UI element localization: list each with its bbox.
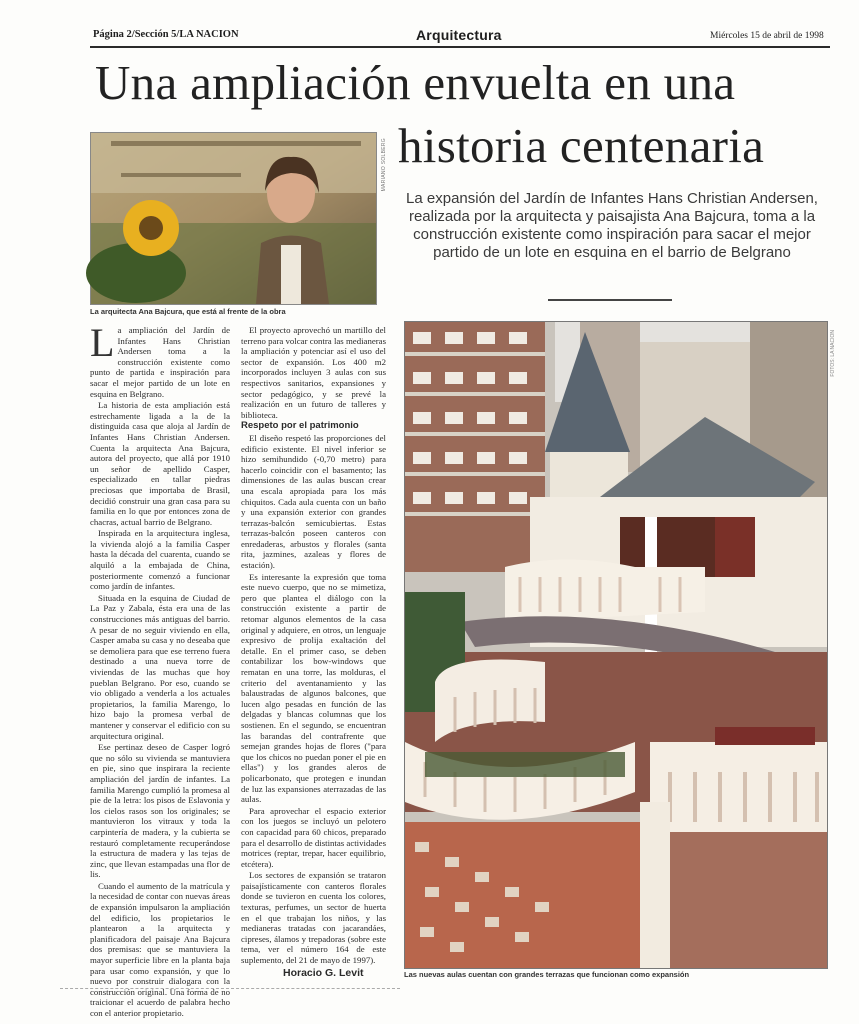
drop-cap: L <box>90 320 115 365</box>
body-column-2 <box>241 325 386 965</box>
paragraph: Los sectores de expansión se trataron paisajísticamente con canteros florales donde se tuvieron en cuenta los colores, texturas, perfumes, un sector de huerta en el que trabajan los niños, y las medianeras tratadas con jacarandáes, cipreses, álamos y trepadoras (sobre este tema, ver el número 164 de este suplemento, del 21 de mayo de 1997). <box>241 870 386 966</box>
body-column-1 <box>90 320 230 1018</box>
paragraph: Situada en la esquina de Ciudad de La Paz y Zabala, ésta era una de las construcciones más antiguas del barrio. A pesar de no seguir viviendo en ella, Casper amaba su casa y no deseaba que se demoliera para que ese terreno fuera destinado a una nueva torre de viviendas de las muchas que hoy pueblan Belgrano. Por eso, cuando se vio obligado a venderla a los actuales propietarios, la familia Marengo, lo hizo bajo la promesa verbal de mantener y conservar el edificio con su arquitectura original. <box>90 592 230 741</box>
paragraph: Es interesante la expresión que toma este nuevo cuerpo, que no se mimetiza, pero que plantea el diálogo con la construcción existente a partir de retomar algunos elementos de la casa original y adquiere, en otros, un lenguaje expresivo de prolija exaltación del detalle. En el primer caso, se deben contabilizar los bow-windows que rematan en una torre, las molduras, el criterio del aventanamiento y las balaustradas de algunos balcones, que lucen algo pesadas en función de las delgadas y blancas columnas que los sostienen. En el segundo, se encuentran las barandas del contrafrente que semejan grandes hojas de flores ("para que los chicos no puedan poner el pie en ellas") y los grandes aleros de policarbonato, que protegen e inundan de luz las expansiones aterrazadas de las aulas. <box>241 571 386 805</box>
paragraph: Cuando el aumento de la matrícula y la necesidad de contar con nuevas áreas de expansión impulsaron la ampliación del edificio, los propietarios le plantearon a la arquitecta y planificadora del paisaje Ana Bajcura dos premisas: que se mantuviera la mayor superficie libre en la planta baja para usar como expansión, y que lo nuevo por construir dialogara con la construcción original. Una forma de no traicionar el acuerdo de palabra hecho con el anterior propietario. <box>90 880 230 1018</box>
paragraph: La historia de esta ampliación está estrechamente ligada a la de la distinguida casa que aloja al Jardín de Infantes Hans Christian Andersen. Cuenta la arquitecta Ana Bajcura, autora del proyecto, que allá por 1910 un señor de apellido Casper, especializado en tallar piedras preciosas que importaba de Brasil, decidió construir una gran casa para su familia en lo que por entonces zona de chacras, actual barrio de Belgrano. <box>90 400 230 527</box>
paragraph: Inspirada en la arquitectura inglesa, la vivienda alojó a la familia Casper hasta la década del cuarenta, cuando se alquiló a la embajada de China, posteriormente comenzó a funcionar como jardín de infantes. <box>90 528 230 592</box>
photo-caption-1: La arquitecta Ana Bajcura, que está al frente de la obra <box>90 307 286 316</box>
photo-credit-1: MARIANO SOLBERG <box>381 138 387 192</box>
architect-photo <box>90 132 377 305</box>
paragraph: La ampliación del Jardín de Infantes Hans Christian Andersen toma a la construcción existente como punto de partida e inspiración para sacar el mejor partido de un lote en esquina en Belgrano. <box>90 320 230 399</box>
header-rule <box>90 46 830 48</box>
building-photo-image <box>405 322 827 968</box>
headline-line-1: Una ampliación envuelta en una <box>95 55 736 110</box>
paragraph: Para aprovechar el espacio exterior con los juegos se incluyó un pelotero con capacidad para 60 chicos, preparado para el desarrollo de distintas actividades motrices (reptar, trepar, hacer equilibrio, etcétera). <box>241 805 386 869</box>
paragraph: El diseño respetó las proporciones del edificio existente. El nivel inferior se hizo semihundido (-0,70 metro) para hacerlo coincidir con el basamento; las dimensiones de las aulas buscan crear una escala apropiada para los más chiquitos. Cada aula cuenta con un baño y una expansión exterior con grandes terrazas-balcón semicubiertas. Estas terrazas-balcón poseen canteros con enredaderas, arbustos y florales (santa rita, jazmines, azaleas y flores de estación). <box>241 432 386 571</box>
byline: Horacio G. Levit <box>283 967 364 979</box>
section-title: Arquitectura <box>416 27 502 43</box>
building-photo <box>404 321 828 969</box>
subhead: Respeto por el patrimonio <box>241 420 359 432</box>
deck-rule <box>548 299 672 301</box>
article-deck: La expansión del Jardín de Infantes Hans Christian Andersen, realizada por la arquitecta y paisajista Ana Bajcura, toma a la construcción existente como inspiración para sacar el mejor partido de un lote en esquina en el barrio de Belgrano <box>406 190 818 261</box>
bottom-rule <box>60 988 400 989</box>
headline-line-2: historia centenaria <box>398 118 765 173</box>
photo-caption-2: Las nuevas aulas cuentan con grandes terrazas que funcionan como expansión <box>404 970 690 979</box>
paragraph: El proyecto aprovechó un martillo del terreno para volcar contra las medianeras la ampliación y potenciar así el uso del sector de expansión. Los 400 m2 incorporados incluyen 3 aulas con sus respectivos sanitarios, expansiones y sector pedagógico, y se prevé la realización en un futuro de talleres y biblioteca. <box>241 325 386 420</box>
paragraph: Ese pertinaz deseo de Casper logró que no sólo su vivienda se mantuviera en pie, sino que inspirara la reciente ampliación del jardín de infantes. La familia Marengo cumplió la promesa al pie de la letra: los pisos de Eslavonia y los cielos rasos son los originales; se mantuvieron los vitraux y toda la carpintería de madera, y la cubierta se restauró completamente recuperándose la estructura de madera y las tejas de zinc, que llevan estampadas una flor de lis. <box>90 742 230 880</box>
architect-photo-image <box>91 133 376 304</box>
photo-credit-2: FOTOS: LA NACION <box>830 330 836 377</box>
issue-date: Miércoles 15 de abril de 1998 <box>710 31 824 41</box>
page-info: Página 2/Sección 5/LA NACION <box>93 29 239 40</box>
